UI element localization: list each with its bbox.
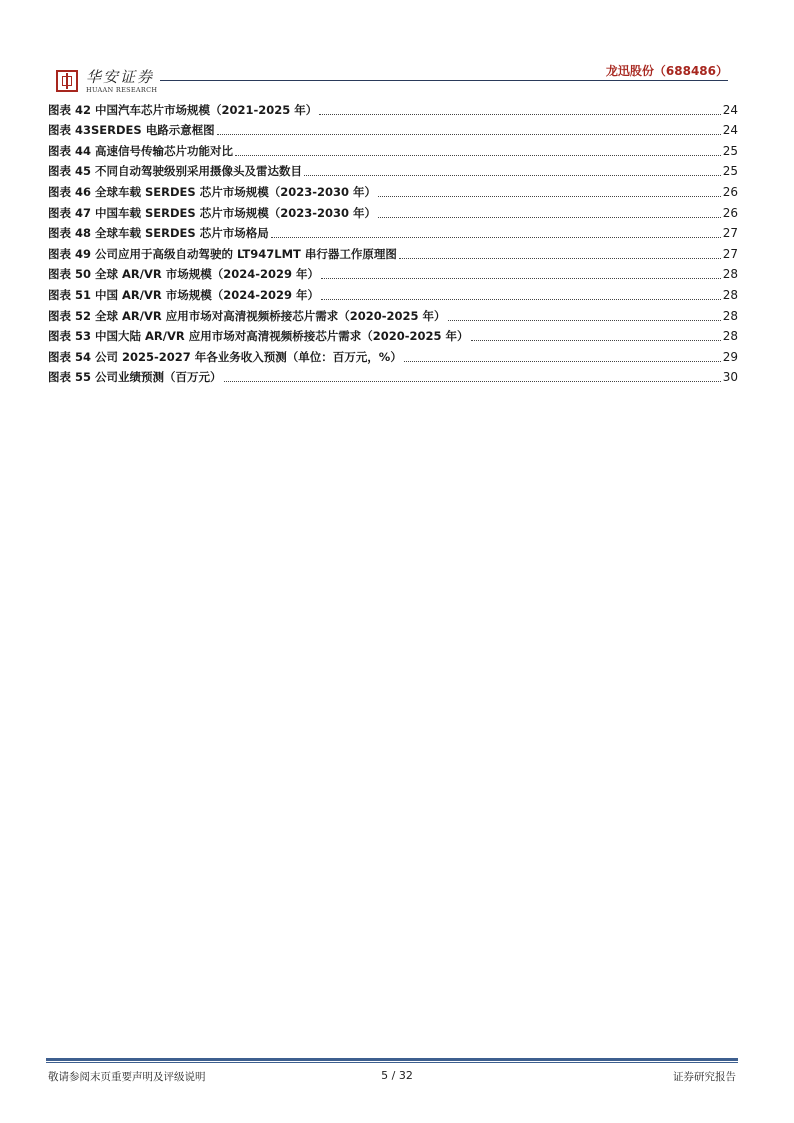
toc-entry-title: 图表 49 公司应用于高级自动驾驶的 LT947LMT 串行器工作原理图 xyxy=(48,246,397,261)
toc-leader-dots xyxy=(399,258,721,259)
toc-leader-dots xyxy=(217,134,721,135)
toc-leader-dots xyxy=(235,155,721,156)
toc-leader-dots xyxy=(378,196,721,197)
footer-divider-thick xyxy=(46,1058,738,1061)
toc-leader-dots xyxy=(448,320,721,321)
toc-entry-page: 26 xyxy=(722,205,738,220)
toc-entry-title: 图表 43SERDES 电路示意框图 xyxy=(48,123,215,138)
page-indicator: 5 / 32 xyxy=(381,1069,413,1082)
toc-entry[interactable] xyxy=(48,365,738,386)
toc-leader-dots xyxy=(224,381,721,382)
toc-entry-page: 29 xyxy=(722,349,738,364)
toc-entry-page: 30 xyxy=(722,370,738,385)
toc-entry-page: 25 xyxy=(722,143,738,158)
toc-entry-page: 25 xyxy=(722,164,738,179)
footer-divider-thin xyxy=(46,1062,738,1063)
toc-entry-page: 27 xyxy=(722,226,738,241)
logo-text-en: HUAAN RESEARCH xyxy=(86,86,158,94)
toc-entry-title: 图表 46 全球车载 SERDES 芯片市场规模（2023-2030 年） xyxy=(48,184,376,199)
toc-entry-title: 图表 51 中国 AR/VR 市场规模（2024-2029 年） xyxy=(48,287,320,302)
toc-leader-dots xyxy=(319,114,720,115)
toc-entry[interactable] xyxy=(48,241,738,262)
toc-leader-dots xyxy=(304,175,721,176)
toc-entry-page: 24 xyxy=(722,102,738,117)
toc-leader-dots xyxy=(471,340,721,341)
toc-entry-page: 28 xyxy=(722,308,738,323)
logo-icon xyxy=(56,70,78,92)
toc-entry-title: 图表 48 全球车载 SERDES 芯片市场格局 xyxy=(48,226,269,241)
toc-entry-page: 28 xyxy=(722,267,738,282)
toc-entry[interactable] xyxy=(48,159,738,180)
header-divider xyxy=(160,80,728,81)
logo-text-cn: 华安证券 xyxy=(86,68,155,86)
toc-leader-dots xyxy=(404,361,721,362)
report-type: 证券研究报告 xyxy=(673,1071,736,1083)
toc-entry-title: 图表 42 中国汽车芯片市场规模（2021-2025 年） xyxy=(48,102,318,117)
toc-entry-title: 图表 54 公司 2025-2027 年各业务收入预测（单位：百万元，%） xyxy=(48,349,402,364)
table-of-figures xyxy=(48,97,738,385)
toc-entry[interactable] xyxy=(48,118,738,139)
header-company: 龙迅股份（688486） xyxy=(605,64,728,78)
toc-entry-title: 图表 50 全球 AR/VR 市场规模（2024-2029 年） xyxy=(48,267,320,282)
toc-entry-title: 图表 47 中国车载 SERDES 芯片市场规模（2023-2030 年） xyxy=(48,205,376,220)
footer-disclaimer: 敬请参阅末页重要声明及评级说明 xyxy=(48,1071,206,1083)
toc-entry-page: 27 xyxy=(722,246,738,261)
toc-entry[interactable] xyxy=(48,138,738,159)
toc-entry-title: 图表 55 公司业绩预测（百万元） xyxy=(48,370,222,385)
toc-leader-dots xyxy=(378,217,721,218)
toc-entry-page: 26 xyxy=(722,184,738,199)
toc-entry[interactable] xyxy=(48,282,738,303)
toc-entry[interactable] xyxy=(48,262,738,283)
toc-entry-title: 图表 45 不同自动驾驶级别采用摄像头及雷达数目 xyxy=(48,164,303,179)
toc-leader-dots xyxy=(271,237,721,238)
toc-entry[interactable] xyxy=(48,179,738,200)
toc-entry-title: 图表 52 全球 AR/VR 应用市场对高清视频桥接芯片需求（2020-2025 年） xyxy=(48,308,446,323)
toc-entry-page: 28 xyxy=(722,287,738,302)
toc-entry[interactable] xyxy=(48,344,738,365)
toc-entry-title: 图表 44 高速信号传输芯片功能对比 xyxy=(48,143,234,158)
toc-entry[interactable] xyxy=(48,200,738,221)
toc-entry[interactable] xyxy=(48,97,738,118)
toc-entry-title: 图表 53 中国大陆 AR/VR 应用市场对高清视频桥接芯片需求（2020-2025 年） xyxy=(48,329,469,344)
toc-leader-dots xyxy=(321,278,721,279)
toc-entry[interactable] xyxy=(48,324,738,345)
toc-entry[interactable] xyxy=(48,303,738,324)
toc-entry-page: 24 xyxy=(722,123,738,138)
toc-entry-page: 28 xyxy=(722,329,738,344)
toc-leader-dots xyxy=(321,299,721,300)
toc-entry[interactable] xyxy=(48,221,738,242)
